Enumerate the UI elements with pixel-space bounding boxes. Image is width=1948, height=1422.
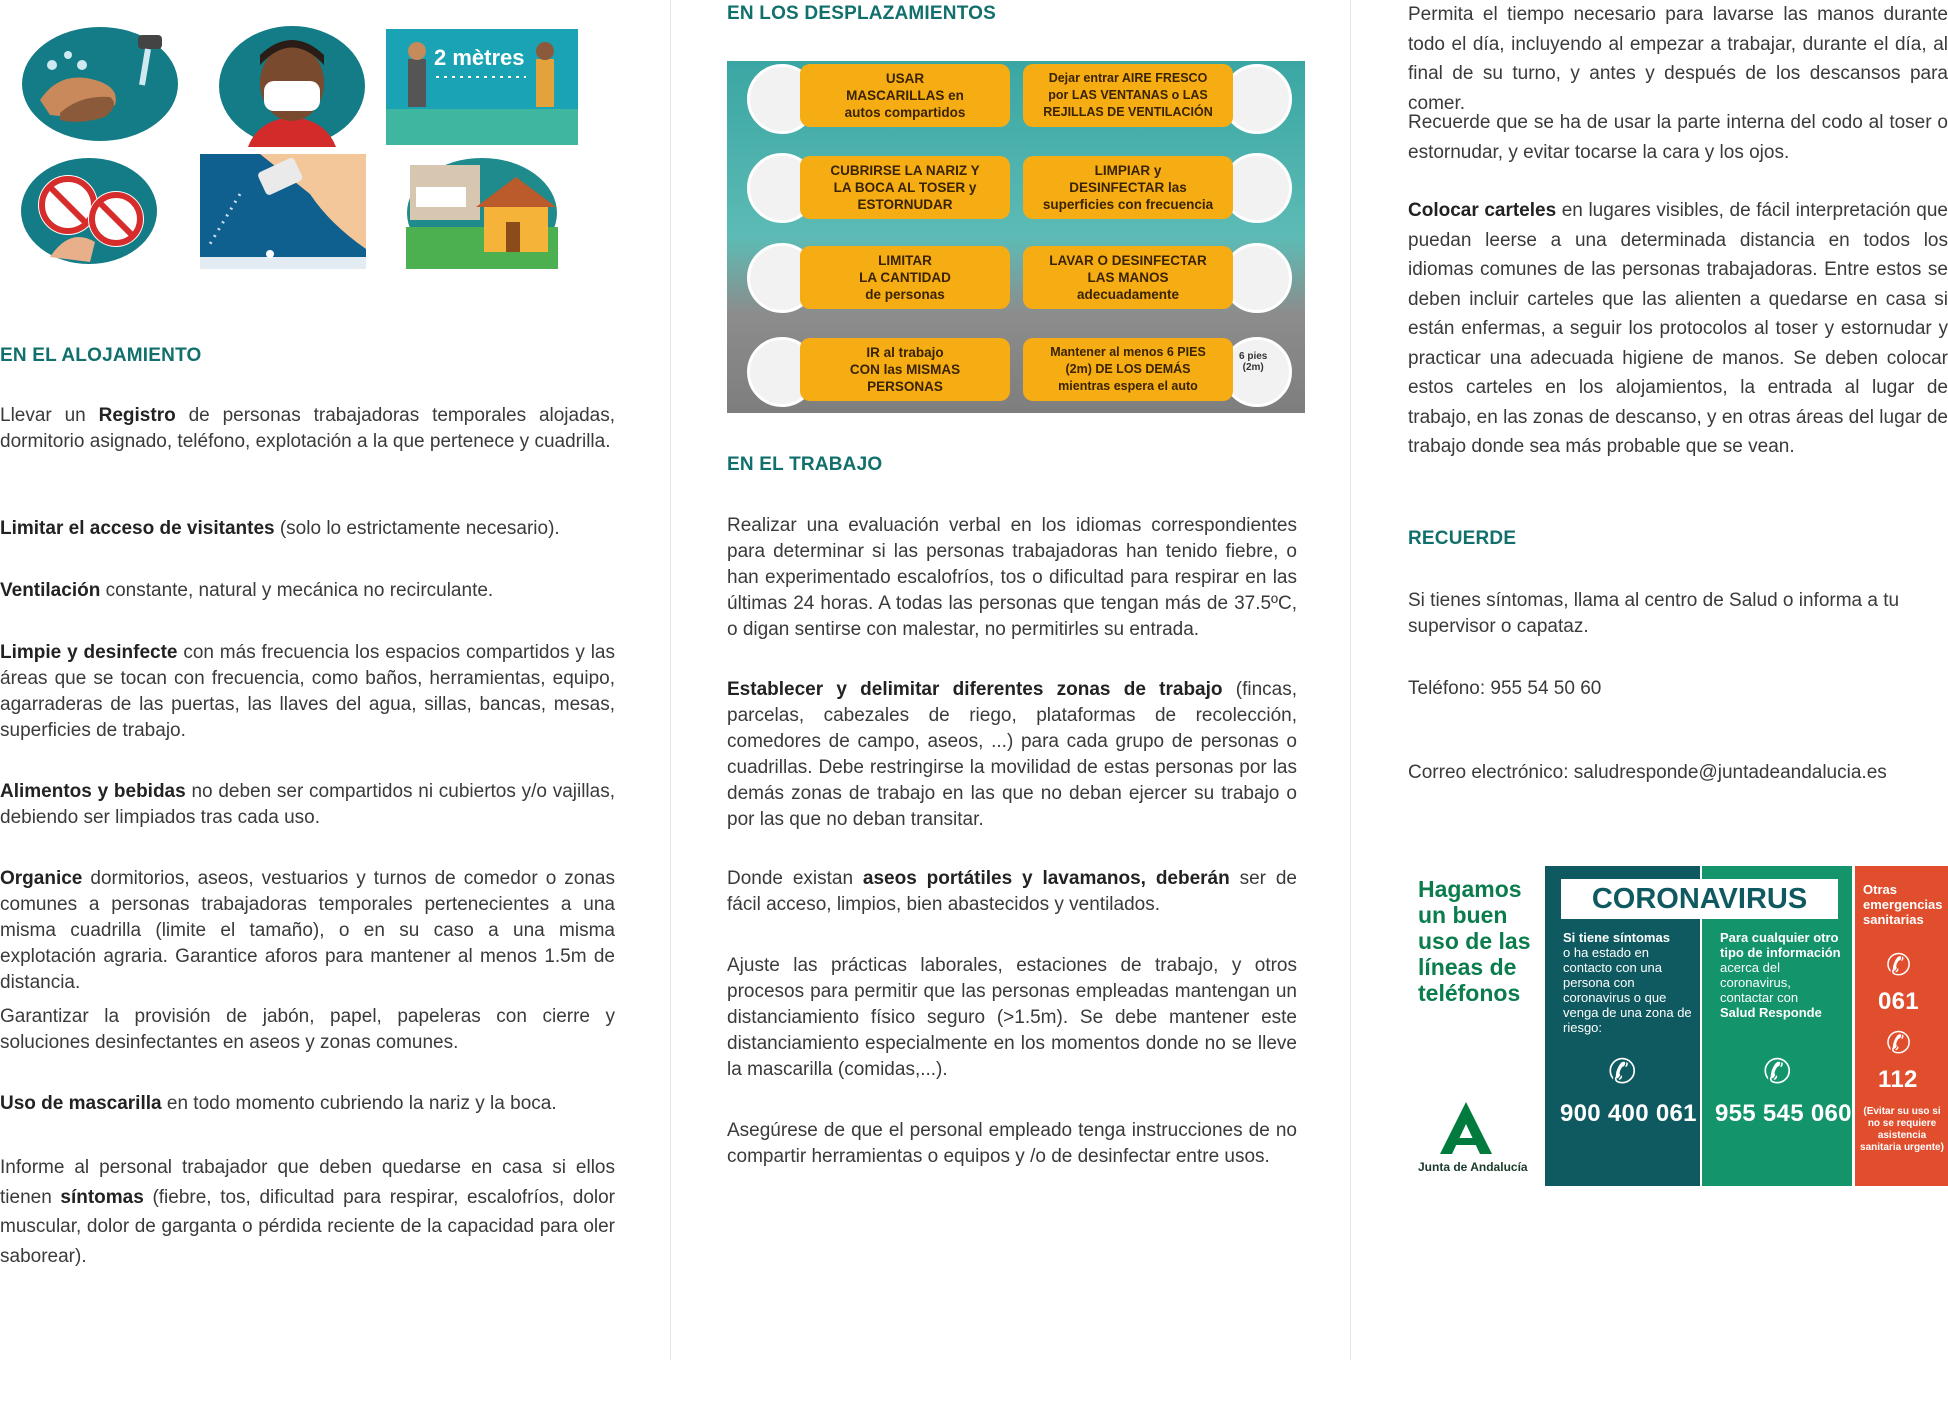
infographic-tile-6: LAVAR O DESINFECTAR LAS MANOS adecuadamente	[1023, 246, 1233, 309]
infographic-tile-7: IR al trabajo CON las MISMAS PERSONAS	[800, 338, 1010, 401]
paragraph-alimentos: Alimentos y bebidas no deben ser compartidos ni cubiertos y/o vajillas, debiendo ser limpiados tras cada uso.	[0, 781, 615, 828]
infographic-tile-8: Mantener al menos 6 PIES (2m) DE LOS DEMÁS mientras espera el auto	[1023, 338, 1233, 401]
paragraph-limpie: Limpie y desinfecte con más frecuencia los espacios compartidos y las áreas que se tocan con frecuencia, como baños, herramientas, equipo, agarraderas de las puertas, las llaves del agua, sillas, bancas, mesas, superficies de trabajo.	[0, 642, 615, 741]
section-heading-trabajo: EN EL TRABAJO	[727, 454, 883, 475]
infographic-tile-1: USAR MASCARILLAS en autos compartidos	[800, 64, 1010, 127]
paragraph-evaluacion: Realizar una evaluación verbal en los idiomas correspondientes para determinar si las personas trabajadoras han tenido fiebre, o han experimentado escalofríos, tos o dificultad para respirar en las últimas 24 horas. A todas las personas que tengan más de 37.5ºC, o digan sentirse con malestar, no permitirles su entrada.	[727, 515, 1297, 640]
section-heading-desplazamientos: EN LOS DESPLAZAMIENTOS	[727, 3, 997, 24]
handwash-icon	[20, 25, 180, 143]
phone-icon-3: ✆	[1886, 949, 1912, 982]
column-divider-2	[1350, 0, 1351, 1360]
phone-icon-2: ✆	[1763, 1053, 1792, 1091]
paragraph-zonas: Establecer y delimitar diferentes zonas de trabajo (fincas, parcelas, cabezales de riego, plataformas de recolección, comedores de campo, aseos, ...) para cada grupo de personas o cuadrillas. Debe restringirse la movilidad de estas personas por las demás zonas de trabajo en las que no deban ejercer su trabajo o por las que no deban transitar.	[727, 679, 1297, 830]
phone-number-112[interactable]: 112	[1878, 1066, 1918, 1093]
banner-info-text: Para cualquier otro tipo de información acerca del coronavirus, contactar con Salud Responde	[1720, 930, 1841, 1020]
paragraph-carteles: Colocar carteles en lugares visibles, de fácil interpretación que puedan leerse a una determinada distancia en todos los idiomas comunes de las personas trabajadoras. Entre estos se deben incluir carteles que las alienten a quedarse en casa si están enfermas, a seguir los protocolos al toser y estornudar y practicar una adecuada higiene de manos. Se deben colocar estos carteles en los alojamientos, la entrada al lugar de trabajo, en las zonas de descanso, y en otras áreas del lugar de trabajo donde sea más probable que se vean.	[1408, 200, 1948, 457]
phone-icon-4: ✆	[1886, 1027, 1912, 1060]
disinfect-spray-icon	[200, 154, 366, 269]
distance-label: 2 mètres	[434, 45, 525, 70]
phone-number-900[interactable]: 900 400 061	[1560, 1100, 1697, 1127]
paragraph-registro: Llevar un Registro de personas trabajadoras temporales alojadas, dormitorio asignado, teléfono, explotación a la que pertenece y cuadrilla.	[0, 405, 615, 452]
paragraph-provision: Garantizar la provisión de jabón, papel, papeleras con cierre y soluciones desinfectantes en aseos y zonas comunes.	[0, 1006, 615, 1053]
infographic-tile-3: CUBRIRSE LA NARIZ Y LA BOCA AL TOSER y ESTORNUDAR	[800, 156, 1010, 219]
no-touch-face-icon	[20, 157, 158, 265]
column-divider-1	[670, 0, 671, 1360]
stay-home-icon	[406, 157, 558, 269]
travel-infographic	[727, 61, 1305, 413]
paragraph-lavarse-manos: Permita el tiempo necesario para lavarse las manos durante todo el día, incluyendo al empezar a trabajar, durante el día, al final de su turno, y antes y después de los descansos para comer.	[1408, 4, 1948, 114]
paragraph-practicas: Ajuste las prácticas laborales, estaciones de trabajo, y otros procesos para permitir que las personas empleadas mantengan un distanciamiento físico seguro (>1.5m). Se debe mantener este distanciamiento especialmente en los momentos donde no se lleve la mascarilla (comidas,...).	[727, 955, 1297, 1080]
banner-symptoms-text: Si tiene síntomas o ha estado en contacto con una persona con coronavirus o que venga de una zona de riesgo:	[1563, 930, 1692, 1035]
paragraph-codo: Recuerde que se ha de usar la parte interna del codo al toser o estornudar, y evitar tocarse la cara y los ojos.	[1408, 112, 1948, 163]
section-heading-alojamiento: EN EL ALOJAMIENTO	[0, 345, 202, 366]
paragraph-ventilacion: Ventilación constante, natural y mecánica no recirculante.	[0, 580, 494, 601]
distance-2m-icon	[386, 29, 578, 145]
banner-emergencies-note: (Evitar su uso si no se requiere asistencia sanitaria urgente)	[1860, 1106, 1944, 1153]
phone-number-955[interactable]: 955 545 060	[1715, 1100, 1852, 1127]
paragraph-aseos: Donde existan aseos portátiles y lavamanos, deberán ser de fácil acceso, limpios, bien abastecidos y ventilados.	[727, 868, 1297, 915]
contact-phone: Teléfono: 955 54 50 60	[1408, 678, 1602, 699]
paragraph-visitantes: Limitar el acceso de visitantes (solo lo estrictamente necesario).	[0, 518, 560, 539]
paragraph-herramientas: Asegúrese de que el personal empleado tenga instrucciones de no compartir herramientas o equipos y /o de desinfectar entre usos.	[727, 1120, 1297, 1167]
phone-number-061[interactable]: 061	[1878, 988, 1919, 1015]
mask-person-icon	[218, 25, 366, 147]
paragraph-sintomas: Informe al personal trabajador que deben quedarse en casa si ellos tienen síntomas (fiebre, tos, dificultad para respirar, escalofríos, dolor muscular, dolor de garganta o pérdida reciente de la capacidad para oler saborear).	[0, 1157, 616, 1267]
banner-slogan: Hagamos un buen uso de las líneas de teléfonos	[1418, 876, 1531, 1006]
section-heading-recuerde: RECUERDE	[1408, 528, 1517, 549]
paragraph-organice: Organice dormitorios, aseos, vestuarios y turnos de comedor o zonas comunes a personas trabajadoras temporales pertenecientes a una misma cuadrilla (limite el tamaño), o en su caso a una misma explotación agraria. Garantice aforos para mantener al menos 1.5m de distancia.	[0, 868, 615, 993]
banner-title: CORONAVIRUS	[1561, 879, 1838, 919]
junta-andalucia-logo-icon	[1438, 1100, 1494, 1156]
infographic-tile-2: Dejar entrar AIRE FRESCO por LAS VENTANAS o LAS REJILLAS DE VENTILACIÓN	[1023, 64, 1233, 127]
junta-logo-text: Junta de Andalucía	[1418, 1160, 1528, 1174]
infographic-tile-4: LIMPIAR y DESINFECTAR las superficies con frecuencia	[1023, 156, 1233, 219]
coronavirus-phone-banner	[1408, 866, 1948, 1186]
infographic-tile-5: LIMITAR LA CANTIDAD de personas	[800, 246, 1010, 309]
paragraph-sintomas-salud: Si tienes síntomas, llama al centro de Salud o informa a tu supervisor o capataz.	[1408, 590, 1900, 637]
banner-emergencies-title: Otras emergencias sanitarias	[1863, 882, 1943, 927]
phone-icon-1: ✆	[1608, 1053, 1637, 1091]
distance-badge: 6 pies (2m)	[1239, 351, 1268, 373]
contact-email[interactable]: Correo electrónico: saludresponde@juntadeandalucia.es	[1408, 762, 1887, 783]
paragraph-mascarilla: Uso de mascarilla en todo momento cubriendo la nariz y la boca.	[0, 1093, 557, 1114]
